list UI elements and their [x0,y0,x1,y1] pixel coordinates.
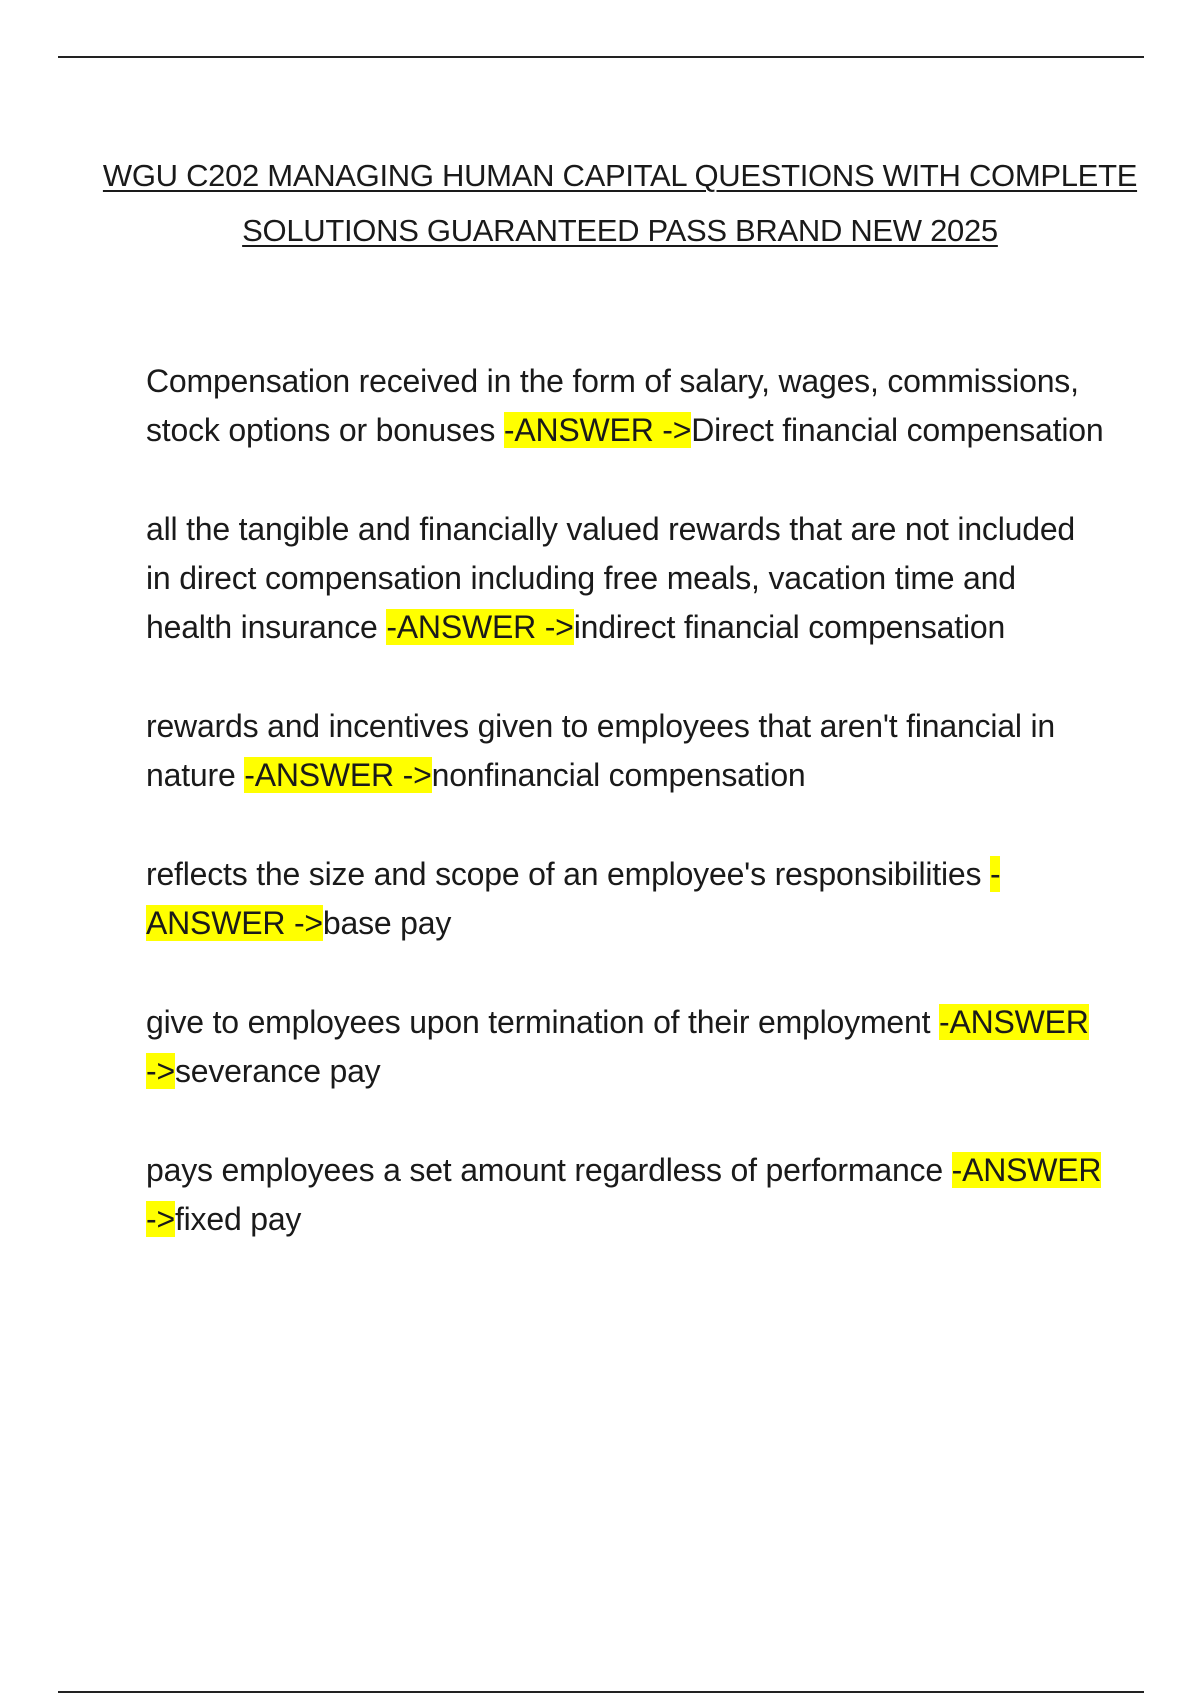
bottom-divider [58,1691,1144,1693]
question-text: pays employees a set amount regardless of performance [146,1152,952,1188]
answer-marker: -ANSWER -> [146,1004,1089,1089]
answer-marker: -ANSWER -> [146,856,1001,941]
answer-text: nonfinancial compensation [431,757,806,793]
qa-item-4 [146,850,1106,948]
qa-item-2 [146,505,1106,652]
top-divider [58,56,1144,58]
qa-item-5 [146,998,1106,1096]
qa-item-3 [146,702,1106,800]
qa-list [146,357,1106,1294]
question-text: give to employees upon termination of their employment [146,1004,939,1040]
answer-marker: -ANSWER -> [386,609,574,645]
document-title: WGU C202 MANAGING HUMAN CAPITAL QUESTIONS WITH COMPLETE SOLUTIONS GUARANTEED PASS BRAND NEW 2025 [102,158,1138,248]
answer-text: base pay [322,905,452,941]
answer-text: indirect financial compensation [573,609,1006,645]
answer-marker: -ANSWER -> [503,412,692,448]
question-text: Compensation received in the form of salary, wages, commissions, stock options or bonuses [146,363,1079,448]
qa-item-1 [146,357,1106,455]
answer-marker: -ANSWER -> [244,757,432,793]
answer-text: severance pay [174,1053,381,1089]
answer-text: fixed pay [174,1201,302,1237]
answer-text: Direct financial compensation [691,412,1104,448]
qa-item-6 [146,1146,1106,1244]
question-text: reflects the size and scope of an employee's responsibilities [146,856,990,892]
question-text: all the tangible and financially valued rewards that are not included in direct compensation including free meals, vacation time and health insurance [146,511,1076,645]
question-text: rewards and incentives given to employees that aren't financial in nature [146,708,1055,793]
answer-marker: -ANSWER -> [146,1152,1102,1237]
